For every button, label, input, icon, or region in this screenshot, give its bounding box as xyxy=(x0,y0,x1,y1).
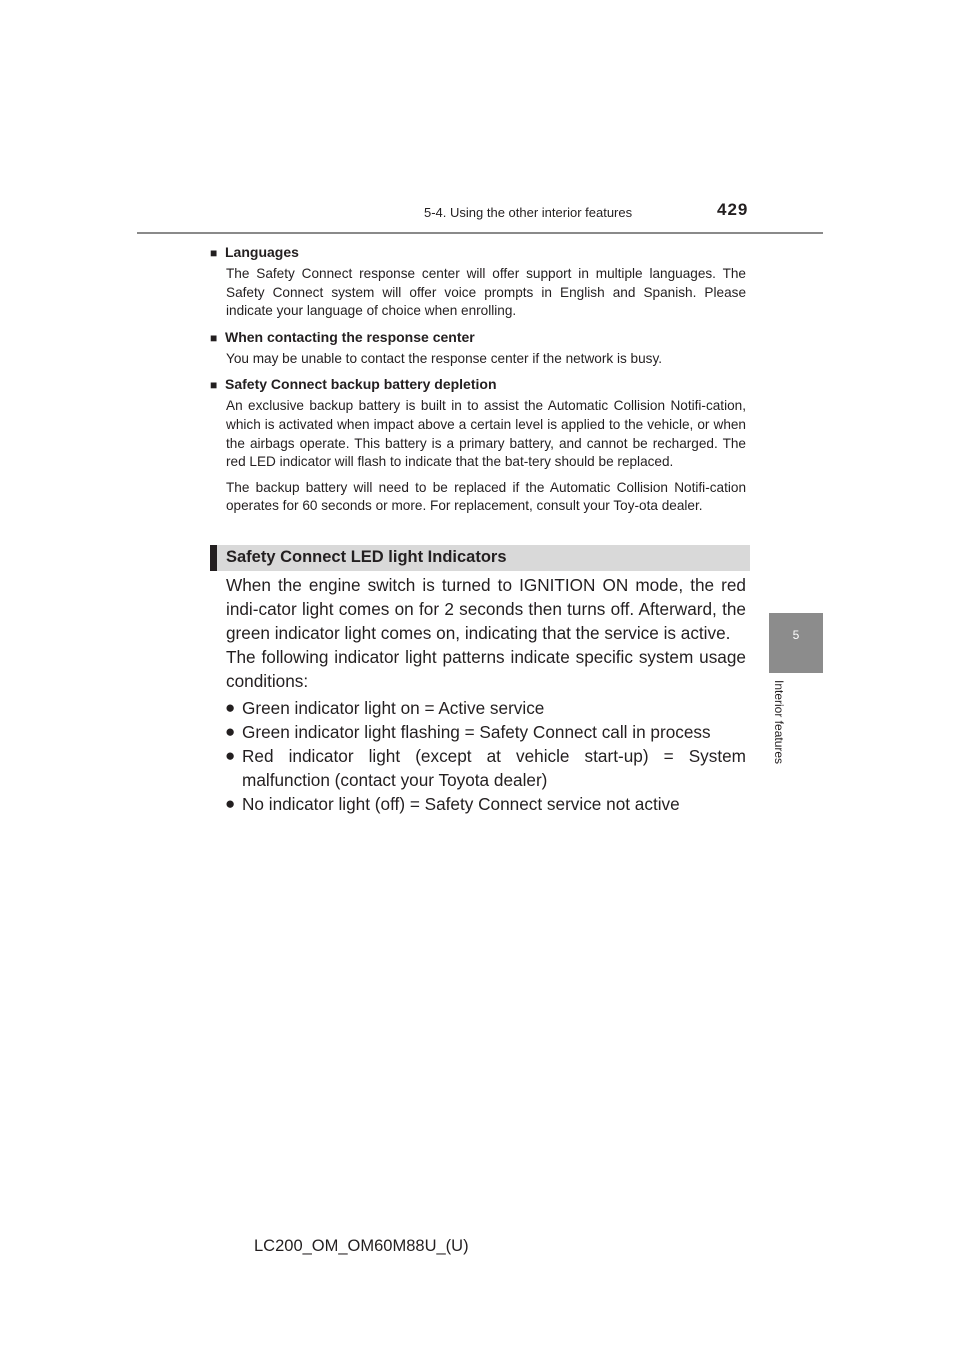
square-bullet-icon: ■ xyxy=(210,330,218,345)
round-bullet-icon: ● xyxy=(225,746,236,765)
note-paragraph: The backup battery will need to be replaced if the Automatic Collision Notifi-cation operates for 60 seconds or more. For replacement, consult your Toy-ota dealer. xyxy=(226,479,746,514)
list-item: ● Red indicator light (except at vehicle start-up) = System malfunction (contact your Toyota dealer) xyxy=(225,746,746,790)
note-paragraph: An exclusive backup battery is built in to assist the Automatic Collision Notifi-cation, which is activated when impact above a certain level is applied to the vehicle, or when the airbags operate. This battery is a primary battery, and cannot be recharged. The red LED indicator will flash to indicate that the bat-tery should be replaced. xyxy=(226,398,746,470)
indicator-list xyxy=(226,696,746,816)
note-heading: When contacting the response center xyxy=(225,328,475,345)
note-heading: Safety Connect backup battery depletion xyxy=(225,376,497,393)
section-heading-bar xyxy=(210,545,750,571)
list-item: ● No indicator light (off) = Safety Connect service not active xyxy=(225,794,680,814)
section-intro-2: The following indicator light patterns indicate specific system usage conditions: xyxy=(226,647,746,691)
square-bullet-icon: ■ xyxy=(210,378,218,393)
notes-area xyxy=(210,243,746,523)
page-number: 429 xyxy=(717,200,749,219)
round-bullet-icon: ● xyxy=(225,698,236,717)
note-languages xyxy=(210,243,746,321)
header-divider xyxy=(137,232,823,234)
chapter-label: Interior features xyxy=(772,680,786,765)
chapter-number: 5 xyxy=(792,628,800,642)
square-bullet-icon: ■ xyxy=(210,246,218,260)
document-code: LC200_OM_OM60M88U_(U) xyxy=(254,1237,469,1255)
list-item: ● Green indicator light flashing = Safety Connect call in process xyxy=(225,722,711,742)
chapter-tab xyxy=(769,613,823,673)
note-paragraph: You may be unable to contact the response center if the network is busy. xyxy=(226,350,663,366)
note-battery xyxy=(210,375,746,516)
section-body xyxy=(226,573,746,816)
section-heading: Safety Connect LED light Indicators xyxy=(226,548,507,566)
header-section-title: 5-4. Using the other interior features xyxy=(424,205,633,220)
list-item: ● Green indicator light on = Active service xyxy=(225,698,545,718)
round-bullet-icon: ● xyxy=(225,722,236,741)
round-bullet-icon: ● xyxy=(225,794,236,813)
section-intro: When the engine switch is turned to IGNITION ON mode, the red indi-cator light comes on for 2 seconds then turns off. Afterward, the green indicator light comes on, indicating that the service is active. xyxy=(226,575,746,643)
chapter-label-wrap xyxy=(770,680,786,790)
note-heading: Languages xyxy=(225,244,299,260)
note-paragraph: The Safety Connect response center will offer support in multiple languages. The Safety Connect system will offer voice prompts in English and Spanish. Please indicate your language of choice when enrolling. xyxy=(226,266,746,319)
note-contacting xyxy=(210,328,746,369)
